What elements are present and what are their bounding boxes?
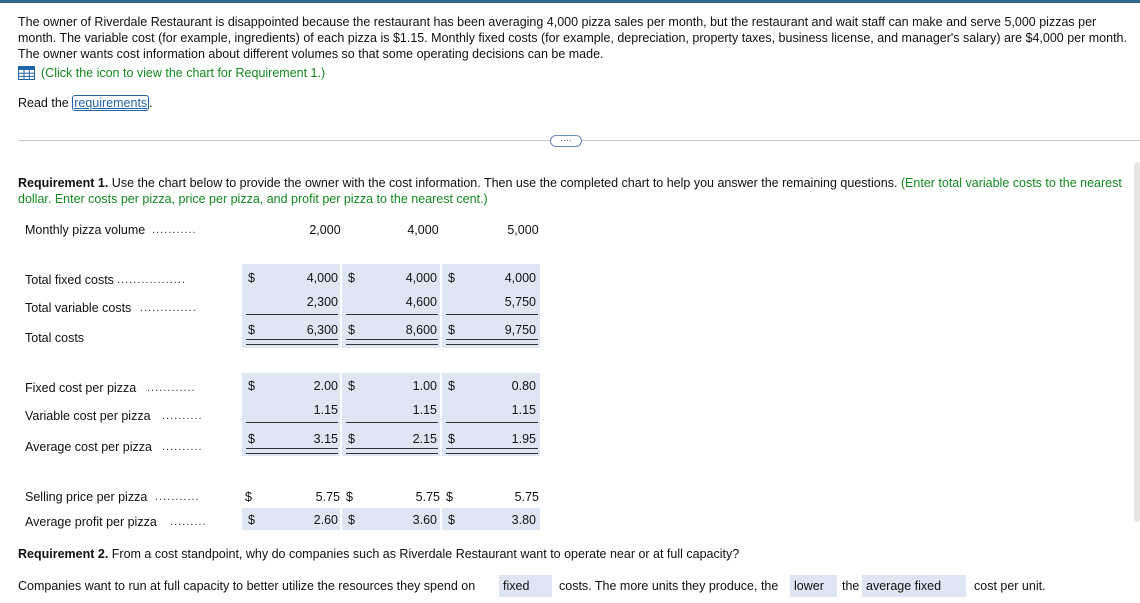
leader-dots: .......... xyxy=(162,410,203,422)
currency-sign: $ xyxy=(248,432,255,446)
cell-value[interactable]: 9,750 xyxy=(504,323,536,337)
total-double-line xyxy=(446,339,538,345)
cell-value[interactable]: 4,600 xyxy=(405,295,437,309)
volume-header: 5,000 xyxy=(507,223,539,237)
cell-value[interactable]: 3.80 xyxy=(511,513,536,527)
cell-value[interactable]: 2.00 xyxy=(313,379,338,393)
currency-sign: $ xyxy=(348,432,355,446)
req2-question: From a cost standpoint, why do companies such as Riverdale Restaurant want to operate near or at full capacity? xyxy=(108,547,740,561)
subtotal-line xyxy=(446,422,538,423)
total-double-line xyxy=(346,448,438,454)
cell-value: 5.75 xyxy=(415,490,440,504)
read-suffix: . xyxy=(149,96,153,110)
requirement-1 xyxy=(18,175,1128,207)
table-icon[interactable] xyxy=(18,66,35,80)
leader-dots: ........... xyxy=(152,224,197,236)
leader-dots: ......... xyxy=(170,516,207,528)
row-label: Total fixed costs xyxy=(25,273,114,287)
cell-value[interactable]: 1.95 xyxy=(511,432,536,446)
row-label: Average cost per pizza xyxy=(25,440,152,454)
row-label: Fixed cost per pizza xyxy=(25,381,137,395)
requirement-2 xyxy=(18,547,739,561)
currency-sign: $ xyxy=(346,490,353,504)
subtotal-line xyxy=(246,314,338,315)
cell-value[interactable]: 2.60 xyxy=(313,513,338,527)
currency-sign: $ xyxy=(448,513,455,527)
cell-value[interactable]: 4,000 xyxy=(504,271,536,285)
row-label: Total costs xyxy=(25,331,85,345)
currency-sign: $ xyxy=(446,490,453,504)
req2-text-part4: cost per unit. xyxy=(974,579,1046,593)
cell-value[interactable]: 2.15 xyxy=(412,432,437,446)
currency-sign: $ xyxy=(348,379,355,393)
cell-value[interactable]: 1.15 xyxy=(511,403,536,417)
req2-text-part3: the xyxy=(842,579,860,593)
req2-label: Requirement 2. xyxy=(18,547,109,561)
leader-dots: ........... xyxy=(155,491,200,503)
read-prefix: Read the xyxy=(18,96,69,110)
cell-value[interactable]: 3.15 xyxy=(313,432,338,446)
leader-dots: .............. xyxy=(140,302,197,314)
cell-value[interactable]: 3.60 xyxy=(412,513,437,527)
cell-value[interactable]: 2,300 xyxy=(306,295,338,309)
chart-link-text[interactable]: (Click the icon to view the chart for Requirement 1.) xyxy=(41,66,326,80)
read-requirements xyxy=(18,96,153,110)
currency-sign: $ xyxy=(348,513,355,527)
total-double-line xyxy=(346,339,438,345)
row-label: Total variable costs xyxy=(25,301,132,315)
req2-text-part1: Companies want to run at full capacity to better utilize the resources they spend on xyxy=(18,579,476,593)
total-double-line xyxy=(246,339,338,345)
cell-value[interactable]: 1.15 xyxy=(412,403,437,417)
volume-label: Monthly pizza volume xyxy=(25,223,146,237)
currency-sign: $ xyxy=(248,379,255,393)
req1-label: Requirement 1. xyxy=(18,176,109,190)
problem-intro: The owner of Riverdale Restaurant is disappointed because the restaurant has been averaging 4,000 pizza sales per month, but the restaurant and wait staff can make and serve 5,000 pizzas per month. The variable cost (for example, ingredients) of each pizza is $1.15. Monthly fixed costs (for example, depreciation, property taxes, business license, and manager's salary) are $4,000 per month. The owner wants cost information about different volumes so that some operating decisions can be made. xyxy=(18,15,1127,61)
answer-dropdown-3[interactable]: average fixed xyxy=(862,575,966,597)
cell-value[interactable]: 8,600 xyxy=(405,323,437,337)
subtotal-line xyxy=(346,422,438,423)
cell-value[interactable]: 4,000 xyxy=(306,271,338,285)
currency-sign: $ xyxy=(448,271,455,285)
req1-hint: (Enter total variable costs to the nearest dollar. Enter costs per pizza, price per pizza, and profit per pizza to the nearest cent.) xyxy=(18,176,1122,206)
leader-dots: .......... xyxy=(162,441,203,453)
cell-value[interactable]: 0.80 xyxy=(511,379,536,393)
req2-text-part2: costs. The more units they produce, the xyxy=(559,579,779,593)
leader-dots: ................. xyxy=(117,274,186,286)
currency-sign: $ xyxy=(448,379,455,393)
cell-value: 5.75 xyxy=(315,490,340,504)
row-label: Average profit per pizza xyxy=(25,515,157,529)
more-button[interactable]: ···· xyxy=(550,135,582,147)
row-label: Selling price per pizza xyxy=(25,490,148,504)
scrollbar[interactable] xyxy=(1134,162,1140,522)
cell-value[interactable]: 6,300 xyxy=(306,323,338,337)
currency-sign: $ xyxy=(448,323,455,337)
leader-dots: ............ xyxy=(147,382,196,394)
currency-sign: $ xyxy=(348,271,355,285)
currency-sign: $ xyxy=(248,271,255,285)
row-label: Variable cost per pizza xyxy=(25,409,151,423)
total-double-line xyxy=(246,448,338,454)
currency-sign: $ xyxy=(348,323,355,337)
total-double-line xyxy=(446,448,538,454)
requirements-link[interactable]: requirements xyxy=(74,96,148,110)
currency-sign: $ xyxy=(245,490,252,504)
top-accent-bar xyxy=(0,0,1140,3)
cell-value[interactable]: 5,750 xyxy=(504,295,536,309)
answer-dropdown-2[interactable]: lower xyxy=(790,575,837,597)
cell-value: 5.75 xyxy=(514,490,539,504)
cell-value[interactable]: 4,000 xyxy=(405,271,437,285)
answer-dropdown-1[interactable]: fixed xyxy=(499,575,552,597)
volume-header: 4,000 xyxy=(407,223,439,237)
subtotal-line xyxy=(246,422,338,423)
subtotal-line xyxy=(346,314,438,315)
subtotal-line xyxy=(446,314,538,315)
currency-sign: $ xyxy=(248,513,255,527)
currency-sign: $ xyxy=(248,323,255,337)
chart-link[interactable] xyxy=(18,66,325,80)
cell-value[interactable]: 1.00 xyxy=(412,379,437,393)
currency-sign: $ xyxy=(448,432,455,446)
volume-header: 2,000 xyxy=(309,223,341,237)
cell-value[interactable]: 1.15 xyxy=(313,403,338,417)
req1-text: Use the chart below to provide the owner with the cost information. Then use the completed chart to help you answer the remaining questions. xyxy=(108,176,901,190)
